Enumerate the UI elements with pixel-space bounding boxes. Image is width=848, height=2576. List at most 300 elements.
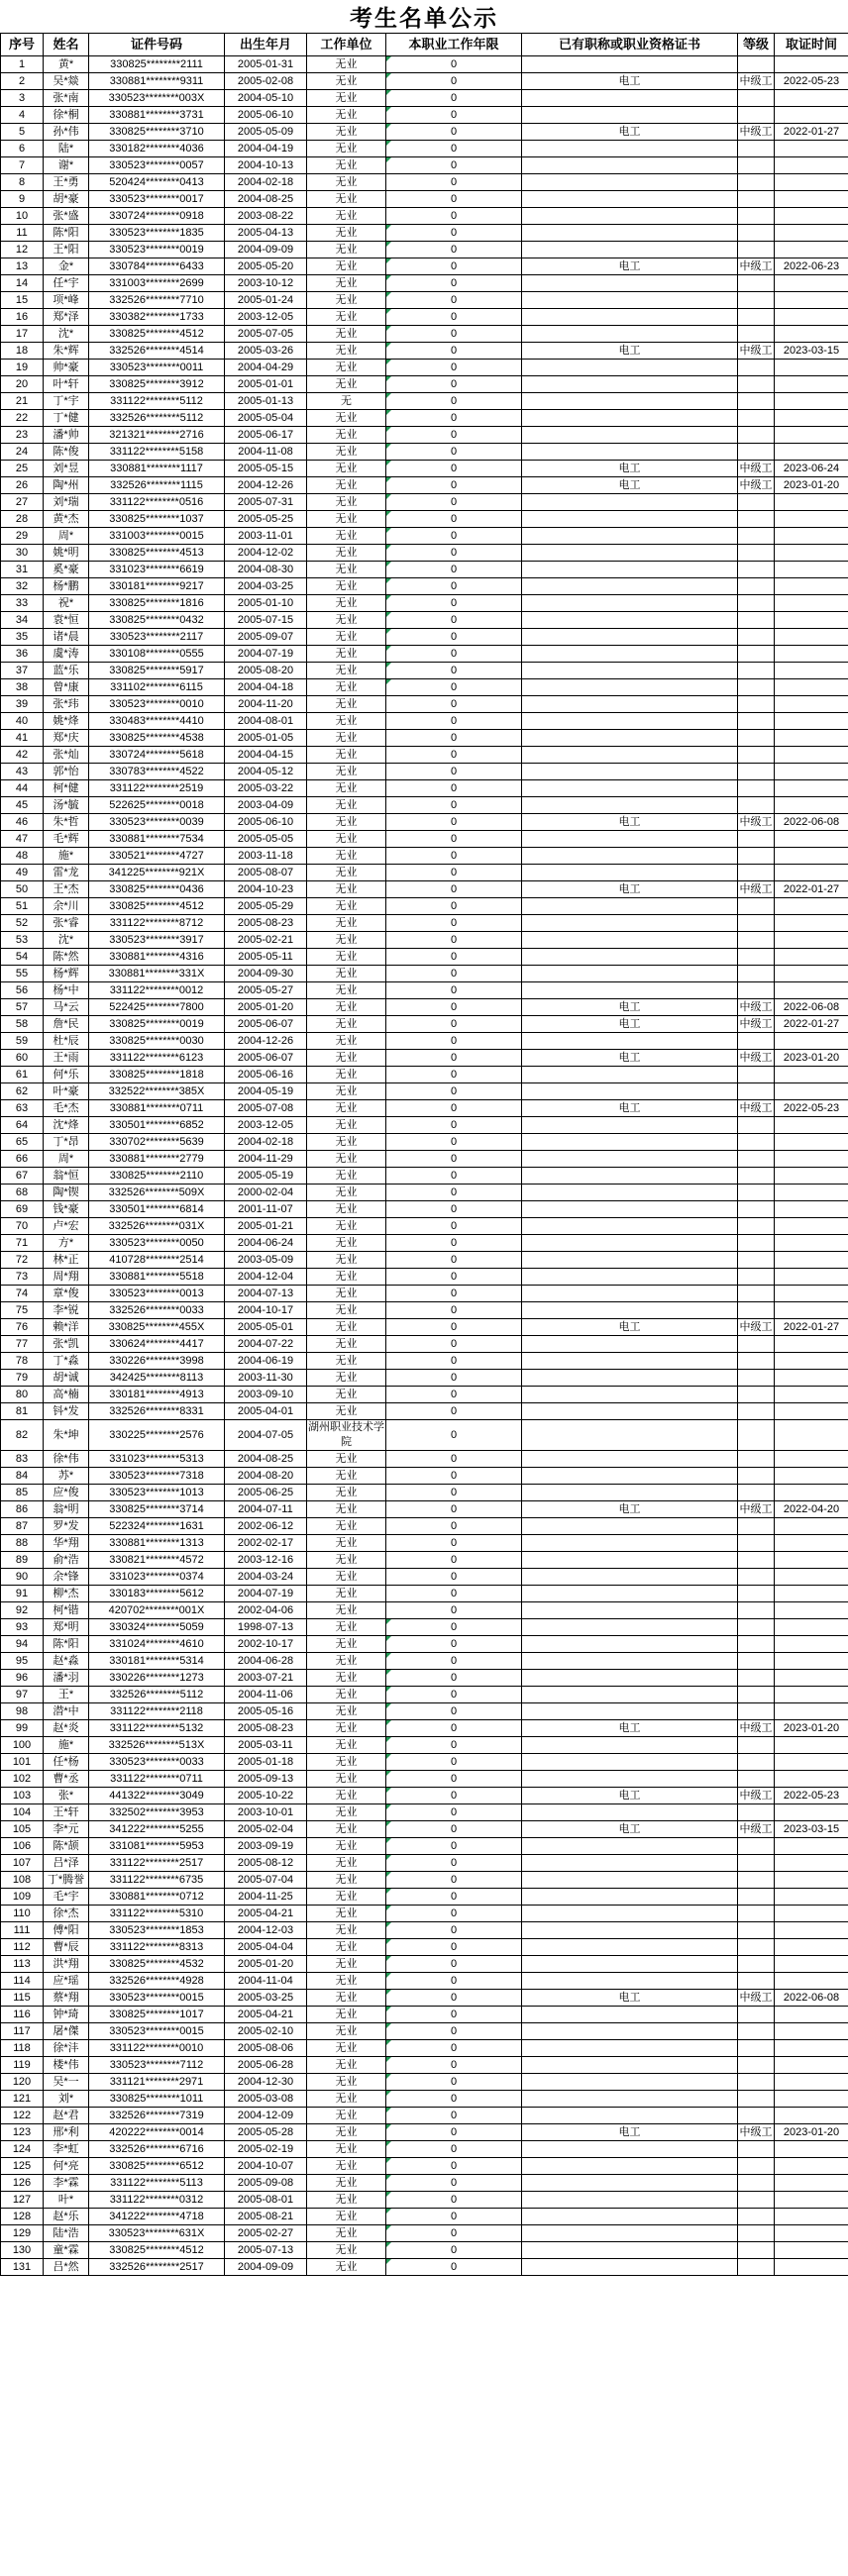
cell-date: [775, 1201, 848, 1218]
cell-grade: [738, 1804, 775, 1821]
cell-seq: 72: [1, 1252, 44, 1269]
cell-grade: 中级工: [738, 124, 775, 141]
cell-work: 无业: [307, 629, 386, 646]
cell-birth: 2005-07-15: [225, 612, 307, 629]
cell-name: 曾*康: [44, 679, 89, 696]
cell-id: 331102********6115: [89, 679, 225, 696]
cell-cert: 电工: [522, 814, 738, 831]
cell-grade: [738, 292, 775, 309]
cell-date: [775, 174, 848, 191]
cell-name: 徐*伟: [44, 1451, 89, 1468]
cell-birth: 2005-03-25: [225, 1990, 307, 2007]
cell-seq: 82: [1, 1420, 44, 1451]
cell-id: 332522********385X: [89, 1083, 225, 1100]
table-row: [1, 1906, 848, 1922]
cell-seq: 86: [1, 1501, 44, 1518]
table-row: [1, 2023, 848, 2040]
table-row: [1, 915, 848, 932]
cell-work: 无业: [307, 1569, 386, 1586]
cell-grade: [738, 2209, 775, 2225]
cell-id: 332526********1115: [89, 477, 225, 494]
cell-name: 赖*洋: [44, 1319, 89, 1336]
cell-work: 无业: [307, 1737, 386, 1754]
cell-date: [775, 1151, 848, 1168]
cell-grade: [738, 1737, 775, 1754]
cell-name: 楼*伟: [44, 2057, 89, 2074]
cell-birth: 2004-07-22: [225, 1336, 307, 1353]
col-header-date: 取证时间: [775, 34, 848, 56]
cell-id: 341222********4718: [89, 2209, 225, 2225]
cell-seq: 51: [1, 898, 44, 915]
cell-date: 2022-01-27: [775, 1319, 848, 1336]
table-row: [1, 326, 848, 343]
cell-date: [775, 1855, 848, 1872]
cell-cert: [522, 1737, 738, 1754]
table-row: [1, 1552, 848, 1569]
cell-birth: 2004-03-24: [225, 1569, 307, 1586]
cell-seq: 21: [1, 393, 44, 410]
cell-seq: 35: [1, 629, 44, 646]
cell-years: 0: [386, 1117, 522, 1134]
cell-years: 0: [386, 679, 522, 696]
cell-cert: [522, 1403, 738, 1420]
table-row: [1, 1939, 848, 1956]
table-row: [1, 1821, 848, 1838]
cell-id: 330324********5059: [89, 1619, 225, 1636]
cell-cert: [522, 56, 738, 73]
table-row: [1, 881, 848, 898]
cell-birth: 2005-08-01: [225, 2192, 307, 2209]
cell-date: [775, 1067, 848, 1083]
cell-cert: [522, 1387, 738, 1403]
cell-id: 330825********0432: [89, 612, 225, 629]
table-row: [1, 663, 848, 679]
table-row: [1, 2192, 848, 2209]
table-row: [1, 1353, 848, 1370]
cell-cert: [522, 1518, 738, 1535]
cell-cert: [522, 1302, 738, 1319]
cell-grade: [738, 1956, 775, 1973]
cell-work: 无业: [307, 713, 386, 730]
cell-name: 郑*庆: [44, 730, 89, 747]
cell-cert: [522, 2175, 738, 2192]
cell-cert: [522, 1619, 738, 1636]
table-row: [1, 713, 848, 730]
cell-work: 无业: [307, 309, 386, 326]
cell-name: 高*楠: [44, 1387, 89, 1403]
cell-id: 330825********1037: [89, 511, 225, 528]
cell-id: 331081********5953: [89, 1838, 225, 1855]
cell-grade: [738, 326, 775, 343]
cell-birth: 2005-01-01: [225, 376, 307, 393]
cell-seq: 104: [1, 1804, 44, 1821]
cell-birth: 2005-01-10: [225, 595, 307, 612]
cell-grade: 中级工: [738, 1990, 775, 2007]
cell-years: 0: [386, 1653, 522, 1670]
cell-date: [775, 2242, 848, 2259]
cell-grade: [738, 898, 775, 915]
cell-work: 无业: [307, 73, 386, 90]
cell-id: 330881********1313: [89, 1535, 225, 1552]
cell-id: 332526********4928: [89, 1973, 225, 1990]
cell-date: [775, 982, 848, 999]
col-header-work: 工作单位: [307, 34, 386, 56]
cell-seq: 112: [1, 1939, 44, 1956]
cell-cert: 电工: [522, 1016, 738, 1033]
cell-grade: 中级工: [738, 1100, 775, 1117]
cell-date: [775, 915, 848, 932]
cell-work: 无业: [307, 848, 386, 865]
cell-cert: 电工: [522, 1990, 738, 2007]
cell-cert: [522, 629, 738, 646]
cell-date: [775, 545, 848, 562]
cell-cert: [522, 309, 738, 326]
cell-cert: [522, 595, 738, 612]
cell-cert: [522, 1838, 738, 1855]
cell-id: 330881********5518: [89, 1269, 225, 1286]
cell-name: 奚*豪: [44, 562, 89, 578]
cell-work: 无业: [307, 461, 386, 477]
cell-grade: [738, 1218, 775, 1235]
cell-date: [775, 1872, 848, 1889]
cell-cert: [522, 2192, 738, 2209]
cell-name: 郑*泽: [44, 309, 89, 326]
cell-date: [775, 1653, 848, 1670]
cell-id: 331122********0010: [89, 2040, 225, 2057]
cell-birth: 2005-02-08: [225, 73, 307, 90]
cell-birth: 2004-03-25: [225, 578, 307, 595]
cell-birth: 2004-07-19: [225, 646, 307, 663]
cell-date: [775, 2209, 848, 2225]
cell-birth: 2004-10-17: [225, 1302, 307, 1319]
cell-id: 330523********3917: [89, 932, 225, 949]
cell-years: 0: [386, 831, 522, 848]
cell-work: 无业: [307, 1050, 386, 1067]
cell-cert: [522, 208, 738, 225]
cell-id: 330881********7534: [89, 831, 225, 848]
cell-id: 330825********4538: [89, 730, 225, 747]
cell-date: [775, 376, 848, 393]
cell-birth: 2003-09-10: [225, 1387, 307, 1403]
cell-date: [775, 1033, 848, 1050]
table-row: [1, 1569, 848, 1586]
cell-grade: [738, 646, 775, 663]
cell-id: 330523********1013: [89, 1485, 225, 1501]
cell-birth: 2005-08-23: [225, 1720, 307, 1737]
cell-cert: [522, 949, 738, 966]
cell-name: 黄*: [44, 56, 89, 73]
cell-name: 叶*轩: [44, 376, 89, 393]
cell-birth: 2005-10-22: [225, 1788, 307, 1804]
cell-id: 331122********5112: [89, 393, 225, 410]
cell-work: 无业: [307, 1872, 386, 1889]
cell-id: 330825********4512: [89, 898, 225, 915]
cell-cert: [522, 831, 738, 848]
cell-name: 何*亮: [44, 2158, 89, 2175]
table-row: [1, 410, 848, 427]
cell-birth: 2002-04-06: [225, 1602, 307, 1619]
cell-birth: 2004-10-23: [225, 881, 307, 898]
cell-name: 张*玮: [44, 696, 89, 713]
cell-id: 330183********5612: [89, 1586, 225, 1602]
cell-years: 0: [386, 1720, 522, 1737]
cell-cert: [522, 2057, 738, 2074]
cell-seq: 131: [1, 2259, 44, 2276]
cell-id: 331024********4610: [89, 1636, 225, 1653]
cell-birth: 2004-10-13: [225, 157, 307, 174]
cell-name: 丁*昂: [44, 1134, 89, 1151]
cell-name: 袁*恒: [44, 612, 89, 629]
cell-date: [775, 1218, 848, 1235]
cell-work: 无业: [307, 56, 386, 73]
cell-seq: 4: [1, 107, 44, 124]
cell-cert: [522, 848, 738, 865]
cell-birth: 2004-08-30: [225, 562, 307, 578]
cell-date: [775, 275, 848, 292]
table-row: [1, 1838, 848, 1855]
table-row: [1, 191, 848, 208]
cell-years: 0: [386, 1185, 522, 1201]
table-row: [1, 1703, 848, 1720]
cell-birth: 2004-08-25: [225, 1451, 307, 1468]
cell-birth: 2005-06-10: [225, 814, 307, 831]
cell-cert: [522, 797, 738, 814]
table-row: [1, 814, 848, 831]
cell-cert: [522, 1151, 738, 1168]
cell-name: 曹*丞: [44, 1771, 89, 1788]
cell-seq: 5: [1, 124, 44, 141]
cell-id: 331122********0312: [89, 2192, 225, 2209]
cell-seq: 60: [1, 1050, 44, 1067]
cell-cert: [522, 107, 738, 124]
cell-date: [775, 1889, 848, 1906]
cell-seq: 57: [1, 999, 44, 1016]
cell-seq: 38: [1, 679, 44, 696]
cell-name: 陶*州: [44, 477, 89, 494]
cell-id: 330225********2576: [89, 1420, 225, 1451]
cell-grade: [738, 1687, 775, 1703]
cell-name: 徐*沣: [44, 2040, 89, 2057]
table-row: [1, 1185, 848, 1201]
cell-work: 无业: [307, 1033, 386, 1050]
cell-name: 丁*宇: [44, 393, 89, 410]
table-row: [1, 932, 848, 949]
cell-years: 0: [386, 1286, 522, 1302]
cell-years: 0: [386, 1269, 522, 1286]
cell-birth: 1998-07-13: [225, 1619, 307, 1636]
cell-birth: 2005-09-08: [225, 2175, 307, 2192]
cell-id: 330523********0033: [89, 1754, 225, 1771]
cell-birth: 2004-08-01: [225, 713, 307, 730]
cell-date: [775, 848, 848, 865]
cell-cert: 电工: [522, 1319, 738, 1336]
cell-grade: [738, 1201, 775, 1218]
cell-birth: 2005-04-04: [225, 1939, 307, 1956]
table-row: [1, 1518, 848, 1535]
cell-id: 330523********0017: [89, 191, 225, 208]
cell-birth: 2005-04-01: [225, 1403, 307, 1420]
cell-cert: [522, 1636, 738, 1653]
cell-name: 郭*怡: [44, 764, 89, 780]
table-row: [1, 1468, 848, 1485]
cell-years: 0: [386, 1889, 522, 1906]
cell-seq: 6: [1, 141, 44, 157]
cell-years: 0: [386, 1636, 522, 1653]
cell-seq: 97: [1, 1687, 44, 1703]
cell-seq: 63: [1, 1100, 44, 1117]
cell-years: 0: [386, 494, 522, 511]
cell-date: 2022-01-27: [775, 124, 848, 141]
cell-work: 无业: [307, 376, 386, 393]
cell-seq: 94: [1, 1636, 44, 1653]
cell-birth: 2005-07-05: [225, 326, 307, 343]
cell-grade: [738, 730, 775, 747]
cell-id: 330523********003X: [89, 90, 225, 107]
table-row: [1, 747, 848, 764]
cell-name: 吴*燚: [44, 73, 89, 90]
cell-id: 330483********4410: [89, 713, 225, 730]
cell-years: 0: [386, 258, 522, 275]
cell-cert: [522, 2108, 738, 2124]
cell-seq: 42: [1, 747, 44, 764]
table-row: [1, 797, 848, 814]
table-row: [1, 780, 848, 797]
cell-years: 0: [386, 915, 522, 932]
cell-years: 0: [386, 1353, 522, 1370]
cell-years: 0: [386, 1788, 522, 1804]
cell-seq: 91: [1, 1586, 44, 1602]
cell-date: [775, 1420, 848, 1451]
table-row: [1, 309, 848, 326]
cell-id: 330523********0011: [89, 360, 225, 376]
cell-date: [775, 679, 848, 696]
cell-date: [775, 780, 848, 797]
cell-birth: 2004-05-12: [225, 764, 307, 780]
cell-cert: [522, 713, 738, 730]
cell-grade: [738, 242, 775, 258]
table-row: [1, 1501, 848, 1518]
cell-cert: [522, 2023, 738, 2040]
cell-seq: 122: [1, 2108, 44, 2124]
table-row: [1, 982, 848, 999]
cell-date: [775, 2141, 848, 2158]
cell-cert: [522, 2091, 738, 2108]
cell-cert: 电工: [522, 258, 738, 275]
cell-name: 翁*明: [44, 1501, 89, 1518]
cell-birth: 2004-04-19: [225, 141, 307, 157]
cell-date: [775, 141, 848, 157]
cell-seq: 130: [1, 2242, 44, 2259]
cell-years: 0: [386, 1569, 522, 1586]
cell-name: 邢*利: [44, 2124, 89, 2141]
cell-years: 0: [386, 376, 522, 393]
cell-name: 洪*翔: [44, 1956, 89, 1973]
cell-work: 无业: [307, 1552, 386, 1569]
table-row: [1, 2225, 848, 2242]
cell-id: 331122********5132: [89, 1720, 225, 1737]
cell-seq: 129: [1, 2225, 44, 2242]
cell-years: 0: [386, 2242, 522, 2259]
cell-years: 0: [386, 1387, 522, 1403]
cell-date: [775, 1586, 848, 1602]
cell-work: 无业: [307, 646, 386, 663]
cell-date: [775, 393, 848, 410]
cell-cert: [522, 679, 738, 696]
table-row: [1, 2007, 848, 2023]
cell-id: 330825********4512: [89, 326, 225, 343]
cell-birth: 2005-01-18: [225, 1754, 307, 1771]
cell-birth: 2004-04-18: [225, 679, 307, 696]
cell-name: 周*翔: [44, 1269, 89, 1286]
cell-id: 331003********2699: [89, 275, 225, 292]
cell-grade: [738, 1370, 775, 1387]
cell-grade: [738, 427, 775, 444]
col-header-years: 本职业工作年限: [386, 34, 522, 56]
cell-cert: [522, 1602, 738, 1619]
cell-date: [775, 309, 848, 326]
cell-id: 330881********1117: [89, 461, 225, 477]
cell-seq: 79: [1, 1370, 44, 1387]
cell-cert: [522, 2074, 738, 2091]
cell-grade: [738, 1670, 775, 1687]
cell-id: 331122********2517: [89, 1855, 225, 1872]
cell-grade: [738, 1771, 775, 1788]
cell-date: [775, 1973, 848, 1990]
cell-id: 341225********921X: [89, 865, 225, 881]
table-row: [1, 107, 848, 124]
cell-name: 胡*豪: [44, 191, 89, 208]
cell-seq: 76: [1, 1319, 44, 1336]
cell-grade: [738, 562, 775, 578]
cell-years: 0: [386, 949, 522, 966]
cell-grade: [738, 831, 775, 848]
cell-date: 2022-01-27: [775, 881, 848, 898]
cell-cert: [522, 898, 738, 915]
cell-date: [775, 1922, 848, 1939]
cell-years: 0: [386, 1973, 522, 1990]
cell-cert: [522, 1353, 738, 1370]
cell-cert: [522, 1939, 738, 1956]
cell-date: [775, 444, 848, 461]
cell-grade: [738, 191, 775, 208]
cell-work: 无业: [307, 1083, 386, 1100]
cell-date: 2023-06-24: [775, 461, 848, 477]
cell-date: [775, 1619, 848, 1636]
cell-work: 无业: [307, 124, 386, 141]
cell-seq: 45: [1, 797, 44, 814]
cell-date: [775, 1956, 848, 1973]
cell-years: 0: [386, 2023, 522, 2040]
cell-years: 0: [386, 1168, 522, 1185]
table-row: [1, 1420, 848, 1451]
cell-id: 522324********1631: [89, 1518, 225, 1535]
cell-seq: 74: [1, 1286, 44, 1302]
table-row: [1, 1319, 848, 1336]
cell-birth: 2005-02-19: [225, 2141, 307, 2158]
cell-birth: 2004-04-15: [225, 747, 307, 764]
cell-id: 420222********0014: [89, 2124, 225, 2141]
cell-work: 无业: [307, 831, 386, 848]
cell-cert: [522, 1906, 738, 1922]
cell-date: [775, 1451, 848, 1468]
cell-date: [775, 1387, 848, 1403]
cell-work: 无业: [307, 679, 386, 696]
cell-seq: 113: [1, 1956, 44, 1973]
col-header-seq: 序号: [1, 34, 44, 56]
cell-date: [775, 629, 848, 646]
col-header-cert: 已有职称或职业资格证书: [522, 34, 738, 56]
cell-seq: 31: [1, 562, 44, 578]
